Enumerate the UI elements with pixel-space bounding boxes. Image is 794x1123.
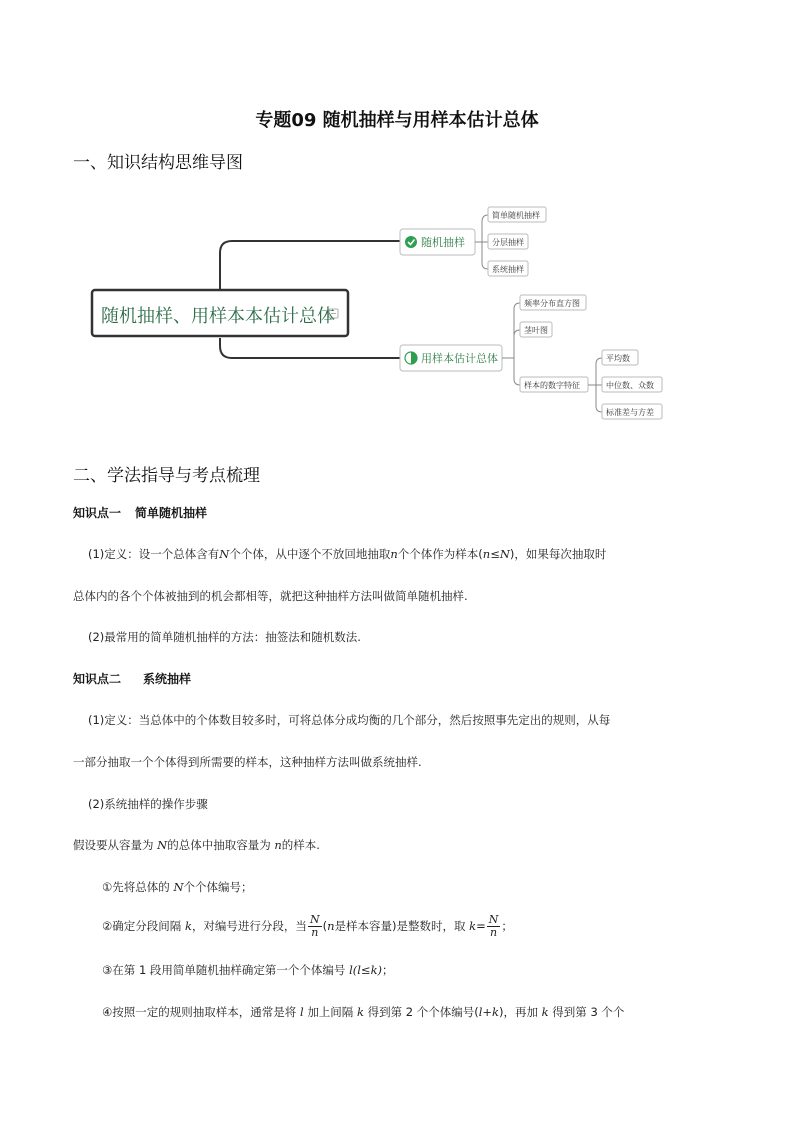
knowledge-point-1-heading <box>73 504 207 521</box>
kp2-label: 知识点二 <box>73 672 122 686</box>
check-circle-icon <box>405 236 417 248</box>
connector-root-branch1 <box>220 241 400 290</box>
node-median-mode-label: 中位数、众数 <box>606 381 654 390</box>
fraction-N-over-n-2: $\frac{N}{n}$ <box>488 913 499 939</box>
node-stem-leaf-label: 茎叶图 <box>524 326 548 335</box>
kp1-definition-line1: (1)定义：设一个总体含有N个个体，从中逐个不放回地抽取n个个体作为样本(n≤N)，如果每次抽取时 <box>88 547 607 561</box>
kp1-label: 知识点一 <box>73 506 122 520</box>
node-histogram-label: 频率分布直方图 <box>524 299 580 308</box>
kp2-definition-line1: (1)定义：当总体中的个体数目较多时，可将总体分成均衡的几个部分，然后按照事先定出的规则，从每 <box>88 713 611 727</box>
fraction-N-over-n: $\frac{N}{n}$ <box>309 913 320 939</box>
page-title: 专题09 随机抽样与用样本估计总体 <box>255 110 539 131</box>
connector-root-branch2 <box>220 338 400 358</box>
node-numeric-features-label: 样本的数字特征 <box>524 381 580 390</box>
node-mean-label: 平均数 <box>606 354 630 363</box>
kp2-assumption: 假设要从容量为 N的总体中抽取容量为 n的样本. <box>73 838 320 852</box>
step-4: ④按照一定的规则抽取样本，通常是将 l 加上间隔 k 得到第 2 个个体编号(l+k)，再加 k 得到第 3 个个 <box>102 1005 625 1019</box>
section-heading-2: 二、学法指导与考点梳理 <box>73 466 260 486</box>
kp1-name: 简单随机抽样 <box>135 506 208 520</box>
branch1-label: 随机抽样 <box>421 236 465 249</box>
knowledge-point-2-heading <box>73 670 191 687</box>
kp1-definition-line2: 总体内的各个个体被抽到的机会都相等，就把这种抽样方法叫做简单随机抽样. <box>73 589 468 603</box>
branch2-label: 用样本估计总体 <box>421 352 498 365</box>
node-systematic-label: 系统抽样 <box>492 265 524 274</box>
node-std-var-label: 标准差与方差 <box>606 408 654 417</box>
kp2-name: 系统抽样 <box>143 672 192 686</box>
node-simple-random-label: 简单随机抽样 <box>492 211 540 220</box>
kp2-steps-heading: (2)系统抽样的操作步骤 <box>88 797 208 811</box>
node-stratified-label: 分层抽样 <box>492 238 524 247</box>
root-node-label: 随机抽样、用样本本估计总体 <box>101 306 335 327</box>
section-heading-1: 一、知识结构思维导图 <box>73 153 243 173</box>
step-2: ②确定分段间隔 k，对编号进行分段，当 $\frac{N}{n}$ (n是样本容量)是整数时，取 k= $\frac{N}{n}$ ； <box>102 913 513 939</box>
mind-map <box>0 195 794 430</box>
kp2-definition-line2: 一部分抽取一个个体得到所需要的样本，这种抽样方法叫做系统抽样. <box>73 755 422 769</box>
step-1: ①先将总体的 N个个体编号； <box>102 880 253 894</box>
step-3: ③在第 1 段用简单随机抽样确定第一个个体编号 l(l≤k)； <box>102 963 394 977</box>
kp1-methods: (2)最常用的简单随机抽样的方法：抽签法和随机数法. <box>88 630 361 644</box>
half-circle-icon <box>405 352 417 364</box>
